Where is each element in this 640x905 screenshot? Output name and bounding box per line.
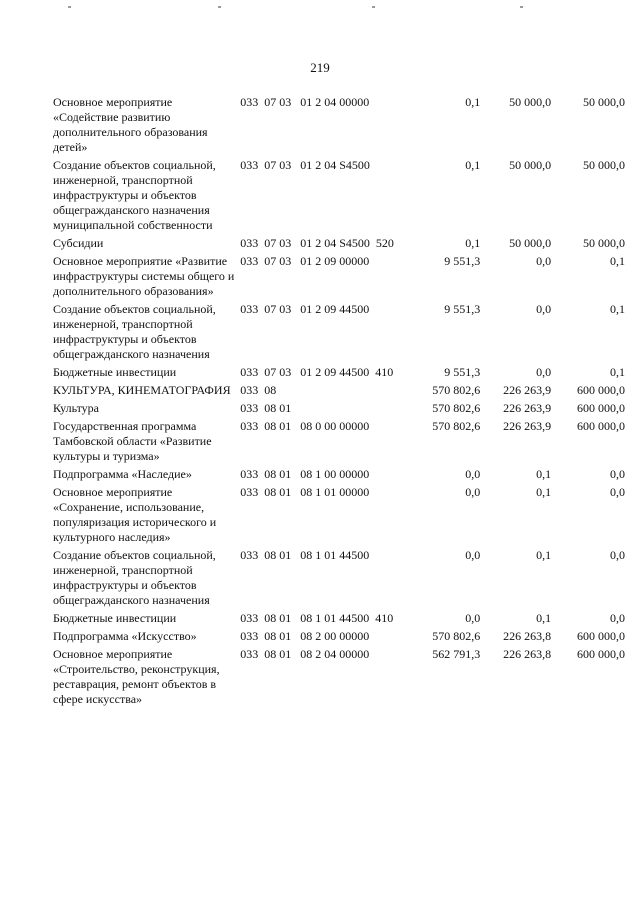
table-row <box>53 383 625 401</box>
row-name: Культура <box>53 401 99 415</box>
table-row <box>53 629 625 647</box>
row-code: 033 07 03 01 2 04 00000 <box>240 95 370 109</box>
row-code: 033 08 01 08 1 01 44500 410 <box>240 611 394 625</box>
row-code: 033 07 03 01 2 04 S4500 520 <box>240 236 394 250</box>
row-value-year3: 600 000,0 <box>577 647 625 661</box>
row-code: 033 08 01 08 1 00 00000 <box>240 467 370 481</box>
scan-mark <box>520 6 523 8</box>
row-code: 033 07 03 01 2 09 00000 <box>240 254 370 268</box>
row-value-year2: 50 000,0 <box>509 236 552 250</box>
row-value-year3: 50 000,0 <box>583 158 625 172</box>
row-value-year3: 600 000,0 <box>577 629 625 643</box>
row-value-year2: 50 000,0 <box>509 95 552 109</box>
row-value-year2: 0,1 <box>536 485 552 499</box>
row-value-year3: 600 000,0 <box>577 383 625 397</box>
row-value-year1: 9 551,3 <box>444 254 481 268</box>
row-value-year2: 0,1 <box>536 467 552 481</box>
row-value-year1: 9 551,3 <box>444 365 481 379</box>
row-value-year2: 226 263,9 <box>503 383 552 397</box>
scan-mark <box>372 6 375 8</box>
row-value-year3: 0,0 <box>610 611 625 625</box>
row-value-year3: 50 000,0 <box>583 95 625 109</box>
row-value-year2: 0,0 <box>536 365 552 379</box>
row-value-year2: 0,0 <box>536 302 552 316</box>
table-row <box>53 485 625 548</box>
row-code: 033 08 01 <box>240 401 292 415</box>
budget-table <box>53 95 625 710</box>
table-row <box>53 467 625 485</box>
row-name: Основное мероприятие «Сохранение, использование, популяризация исторического и культурного наследия» <box>53 485 217 544</box>
row-name: Бюджетные инвестиции <box>53 365 177 379</box>
row-value-year3: 0,1 <box>610 365 625 379</box>
row-code: 033 07 03 01 2 09 44500 <box>240 302 370 316</box>
row-value-year2: 0,1 <box>536 611 552 625</box>
row-value-year1: 0,1 <box>465 158 481 172</box>
row-name: Подпрограмма «Наследие» <box>53 467 192 481</box>
row-value-year3: 0,0 <box>610 548 625 562</box>
row-code: 033 08 01 08 1 01 00000 <box>240 485 370 499</box>
row-name: Субсидии <box>53 236 104 250</box>
table-row <box>53 302 625 365</box>
row-value-year1: 570 802,6 <box>432 383 481 397</box>
scan-mark <box>68 6 71 8</box>
row-value-year3: 50 000,0 <box>583 236 625 250</box>
table-row <box>53 95 625 158</box>
row-value-year2: 226 263,9 <box>503 419 552 433</box>
row-name: Основное мероприятие «Развитие инфраструктуры системы общего и дополнительного образования» <box>53 254 235 298</box>
table-row <box>53 611 625 629</box>
row-name: КУЛЬТУРА, КИНЕМАТОГРАФИЯ <box>53 383 231 397</box>
row-code: 033 07 03 01 2 04 S4500 <box>240 158 370 172</box>
page-number: 219 <box>310 60 330 75</box>
row-value-year1: 0,1 <box>465 95 481 109</box>
table-row <box>53 401 625 419</box>
table-row <box>53 647 625 710</box>
row-value-year2: 0,0 <box>536 254 552 268</box>
row-code: 033 07 03 01 2 09 44500 410 <box>240 365 394 379</box>
table-row <box>53 365 625 383</box>
row-value-year3: 0,1 <box>610 302 625 316</box>
table-row <box>53 419 625 467</box>
scan-mark <box>218 6 221 8</box>
row-value-year2: 226 263,8 <box>503 629 552 643</box>
row-value-year1: 0,1 <box>465 236 481 250</box>
row-code: 033 08 <box>240 383 277 397</box>
row-value-year2: 0,1 <box>536 548 552 562</box>
row-value-year3: 600 000,0 <box>577 401 625 415</box>
row-value-year3: 0,1 <box>610 254 625 268</box>
row-name: Бюджетные инвестиции <box>53 611 177 625</box>
table-row <box>53 548 625 611</box>
table-row <box>53 158 625 236</box>
row-name: Создание объектов социальной, инженерной, транспортной инфраструктуры и объектов общегражданского назначения муниципальной собственности <box>53 158 216 232</box>
row-value-year2: 226 263,8 <box>503 647 552 661</box>
row-name: Основное мероприятие «Содействие развитию дополнительного образования детей» <box>53 95 208 154</box>
row-value-year2: 226 263,9 <box>503 401 552 415</box>
row-value-year1: 562 791,3 <box>432 647 481 661</box>
row-code: 033 08 01 08 2 00 00000 <box>240 629 370 643</box>
table-row <box>53 254 625 302</box>
row-name: Государственная программа Тамбовской области «Развитие культуры и туризма» <box>53 419 212 463</box>
row-value-year1: 570 802,6 <box>432 419 481 433</box>
row-name: Создание объектов социальной, инженерной, транспортной инфраструктуры и объектов общегражданского назначения <box>53 548 216 607</box>
row-name: Создание объектов социальной, инженерной, транспортной инфраструктуры и объектов общегражданского назначения <box>53 302 216 361</box>
row-name: Подпрограмма «Искусство» <box>53 629 197 643</box>
row-value-year2: 50 000,0 <box>509 158 552 172</box>
row-code: 033 08 01 08 2 04 00000 <box>240 647 370 661</box>
row-value-year1: 570 802,6 <box>432 629 481 643</box>
row-value-year1: 570 802,6 <box>432 401 481 415</box>
row-value-year1: 9 551,3 <box>444 302 481 316</box>
row-code: 033 08 01 08 0 00 00000 <box>240 419 370 433</box>
row-value-year1: 0,0 <box>465 467 481 481</box>
row-value-year1: 0,0 <box>465 485 481 499</box>
table-row <box>53 236 625 254</box>
budget-table-body <box>53 95 625 710</box>
row-value-year1: 0,0 <box>465 548 481 562</box>
row-value-year3: 0,0 <box>610 467 625 481</box>
row-value-year1: 0,0 <box>465 611 481 625</box>
row-code: 033 08 01 08 1 01 44500 <box>240 548 370 562</box>
row-value-year3: 600 000,0 <box>577 419 625 433</box>
row-value-year3: 0,0 <box>610 485 625 499</box>
row-name: Основное мероприятие «Строительство, реконструкция, реставрация, ремонт объектов в сфере искусства» <box>53 647 220 706</box>
